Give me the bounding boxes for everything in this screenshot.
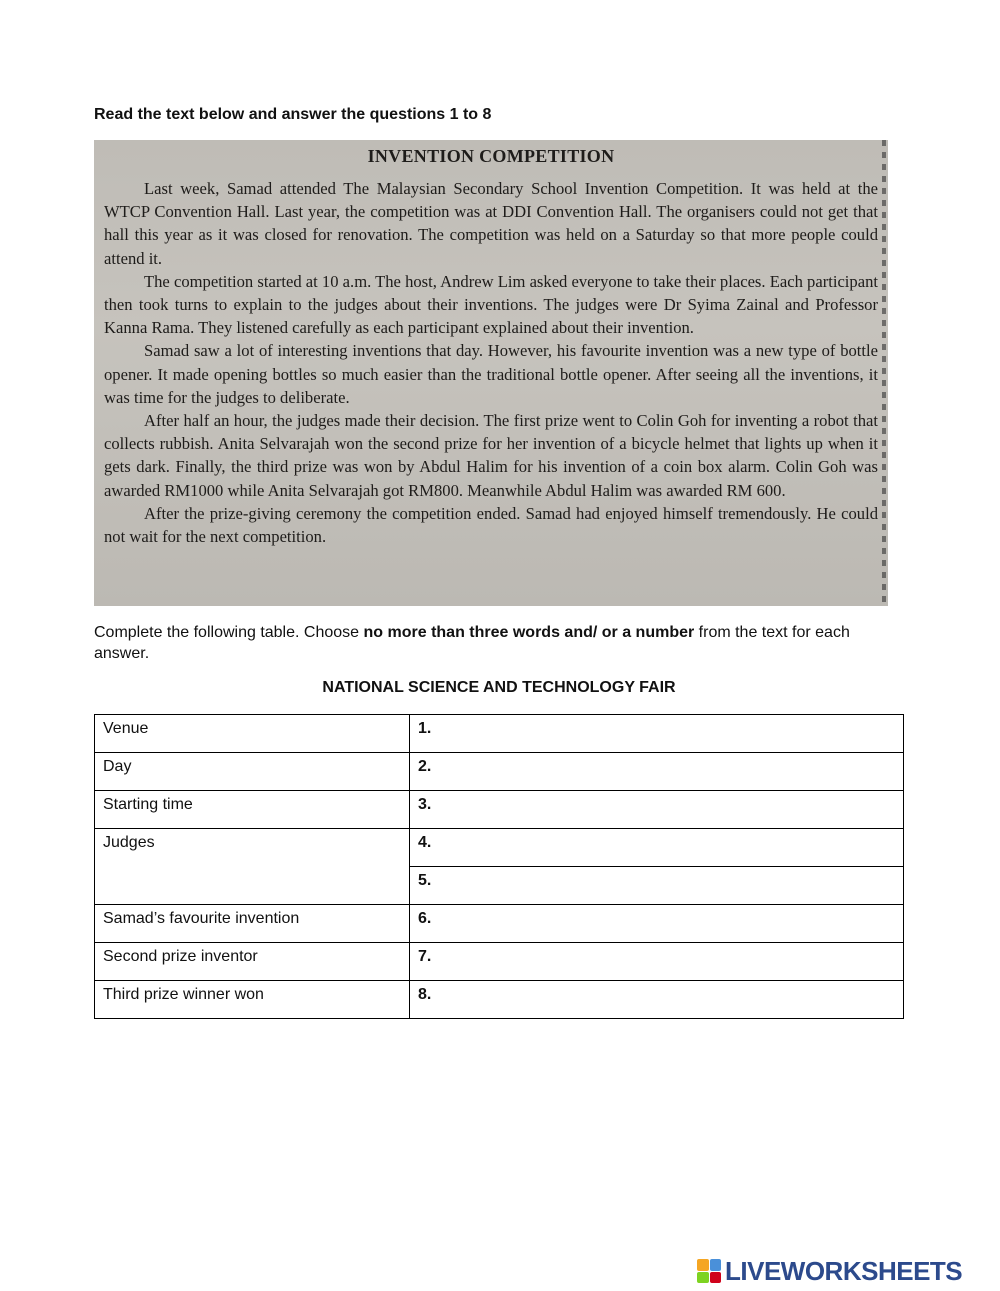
answer-cell-7[interactable]: 7.: [410, 943, 904, 981]
passage-paragraph: The competition started at 10 a.m. The host, Andrew Lim asked everyone to take their places. Each participant then took turns to explain to the judges about their inventions. The judges were Dr Syima Zainal and Professor Kanna Rama. They listened carefully as each participant explained about their invention.: [104, 271, 878, 338]
row-label-judges: Judges: [95, 829, 410, 905]
answer-cell-6[interactable]: 6.: [410, 905, 904, 943]
answer-table: [94, 714, 904, 1019]
passage-paragraph: After the prize-giving ceremony the competition ended. Samad had enjoyed himself tremendously. He could not wait for the next competition.: [104, 503, 878, 547]
table-row: [95, 981, 904, 1019]
table-row: [95, 715, 904, 753]
row-label-third-prize: Third prize winner won: [95, 981, 410, 1019]
row-label-starting-time: Starting time: [95, 791, 410, 829]
directions-text: [94, 622, 909, 664]
answer-cell-3[interactable]: 3.: [410, 791, 904, 829]
answer-cell-8[interactable]: 8.: [410, 981, 904, 1019]
logo-text: LIVEWORKSHEETS: [725, 1255, 963, 1286]
logo-block: [710, 1259, 722, 1271]
directions-after: from the text for each answer.: [94, 624, 850, 662]
answer-cell-5[interactable]: 5.: [410, 867, 904, 905]
passage-paragraph: After half an hour, the judges made their decision. The first prize went to Colin Goh for inventing a robot that collects rubbish. Anita Selvarajah won the second prize for her invention of a bicycle helmet that lights up when it gets dark. Finally, the third prize was won by Abdul Halim for his invention of a coin box alarm. Colin Goh was awarded RM1000 while Anita Selvarajah got RM800. Meanwhile Abdul Halim was awarded RM 600.: [104, 411, 878, 500]
logo-block: [697, 1259, 709, 1271]
answer-cell-1[interactable]: 1.: [410, 715, 904, 753]
directions-before: Complete the following table. Choose: [94, 624, 364, 641]
row-label-favourite-invention: Samad’s favourite invention: [95, 905, 410, 943]
logo-block: [697, 1272, 709, 1284]
table-row: [95, 943, 904, 981]
passage-paragraph: Last week, Samad attended The Malaysian Secondary School Invention Competition. It was held at the WTCP Convention Hall. Last year, the competition was at DDI Convention Hall. The organisers could not get that hall this year as it was closed for renovation. The competition was held on a Saturday so that more people could attend it.: [104, 179, 878, 268]
table-title: NATIONAL SCIENCE AND TECHNOLOGY FAIR: [322, 679, 676, 696]
liveworksheets-logo: [697, 1256, 962, 1286]
row-label-venue: Venue: [95, 715, 410, 753]
logo-block: [710, 1272, 722, 1284]
logo-blocks-icon: [697, 1259, 721, 1283]
table-row: [95, 905, 904, 943]
row-label-second-prize: Second prize inventor: [95, 943, 410, 981]
table-row: [95, 829, 904, 867]
passage-paragraph: Samad saw a lot of interesting inventions that day. However, his favourite invention was a new type of bottle opener. It made opening bottles so much easier than the traditional bottle opener. After seeing all the inventions, it was time for the judges to deliberate.: [104, 341, 878, 407]
directions-emphasis: no more than three words and/ or a number: [363, 624, 695, 641]
row-label-day: Day: [95, 753, 410, 791]
passage-image: [94, 140, 888, 606]
table-row: [95, 791, 904, 829]
table-row: [95, 753, 904, 791]
instruction-heading: Read the text below and answer the questions 1 to 8: [94, 106, 492, 123]
binding-edge: [882, 140, 886, 606]
answer-cell-2[interactable]: 2.: [410, 753, 904, 791]
passage-title: INVENTION COMPETITION: [367, 146, 615, 166]
answer-cell-4[interactable]: 4.: [410, 829, 904, 867]
